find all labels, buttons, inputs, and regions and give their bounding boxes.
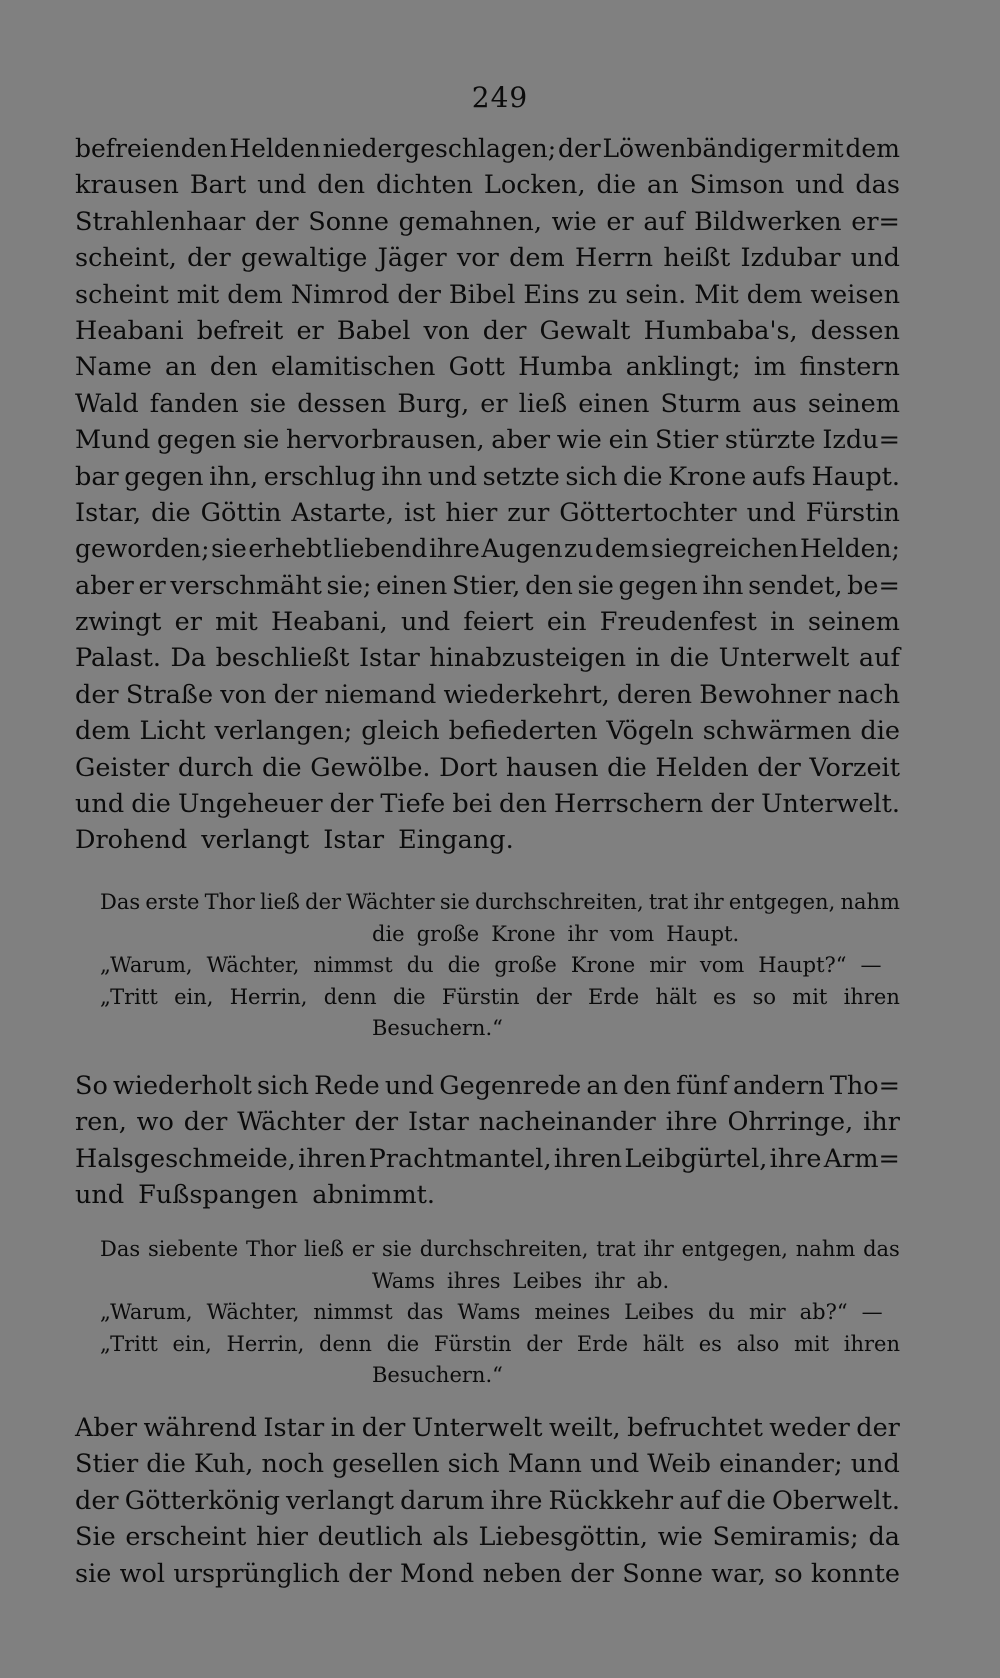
text-line: Strahlenhaar der Sonne gemahnen, wie er auf Bildwerken er= <box>75 206 900 237</box>
text-line: ren, wo der Wächter der Istar nacheinander ihre Ohrringe, ihr <box>75 1107 900 1138</box>
text-line: dem Licht verlangen; gleich befiederten Vögeln schwärmen die <box>75 716 900 747</box>
verse-line: Das erste Thor ließ der Wächter sie durchschreiten, trat ihr entgegen, nahm <box>100 890 900 914</box>
text-line: sie wol ursprünglich der Mond neben der Sonne war, so konnte <box>75 1558 900 1589</box>
text-line: Sie erscheint hier deutlich als Liebesgöttin, wie Semiramis; da <box>75 1522 900 1553</box>
text-line: aber er verschmäht sie; einen Stier, den sie gegen ihn sendet, be= <box>75 570 900 601</box>
text-line: Mund gegen sie hervorbrausen, aber wie ein Stier stürzte Izdu= <box>75 425 900 456</box>
text-line: Geister durch die Gewölbe. Dort hausen die Helden der Vorzeit <box>75 752 900 783</box>
verse-line: die große Krone ihr vom Haupt. <box>372 921 740 946</box>
verse-line: „Warum, Wächter, nimmst du die große Krone mir vom Haupt?“ — <box>100 953 882 977</box>
text-line: Name an den elamitischen Gott Humba anklingt; im finstern <box>75 352 900 383</box>
page-number: 249 <box>471 81 529 114</box>
verse-line: Besuchern.“ <box>372 1363 503 1387</box>
text-line: scheint, der gewaltige Jäger vor dem Herrn heißt Izdubar und <box>75 243 900 274</box>
text-line: Halsgeschmeide, ihren Prachtmantel, ihren Leibgürtel, ihre Arm= <box>75 1143 900 1174</box>
text-line: bar gegen ihn, erschlug ihn und setzte sich die Krone aufs Haupt. <box>75 461 900 492</box>
verse-line: „Warum, Wächter, nimmst das Wams meines Leibes du mir ab?“ — <box>100 1300 883 1324</box>
text-line: zwingt er mit Heabani, und feiert ein Freudenfest in seinem <box>75 607 900 638</box>
verse-quote-1 <box>100 887 900 1045</box>
paragraph-3 <box>75 1410 900 1592</box>
verse-line: Wams ihres Leibes ihr ab. <box>372 1268 670 1293</box>
paragraph-1 <box>75 131 900 859</box>
text-line: Palast. Da beschließt Istar hinabzusteigen in die Unterwelt auf <box>75 643 900 674</box>
text-line: Aber während Istar in der Unterwelt weilt, befruchtet weder der <box>75 1413 900 1443</box>
verse-quote-2 <box>100 1234 900 1392</box>
verse-line: „Tritt ein, Herrin, denn die Fürstin der Erde hält es also mit ihren <box>100 1331 900 1356</box>
verse-line: Das siebente Thor ließ er sie durchschreiten, trat ihr entgegen, nahm das <box>100 1237 900 1261</box>
text-line: der Götterkönig verlangt darum ihre Rückkehr auf die Oberwelt. <box>75 1485 900 1516</box>
verse-line: „Tritt ein, Herrin, denn die Fürstin der Erde hält es so mit ihren <box>100 984 900 1009</box>
text-line: der Straße von der niemand wiederkehrt, deren Bewohner nach <box>75 679 900 710</box>
text-line: Istar, die Göttin Astarte, ist hier zur Göttertochter und Fürstin <box>75 497 900 528</box>
text-line: scheint mit dem Nimrod der Bibel Eins zu sein. Mit dem weisen <box>75 279 900 310</box>
text-line: So wiederholt sich Rede und Gegenrede an den fünf andern Tho= <box>75 1071 900 1101</box>
text-line: und die Ungeheuer der Tiefe bei den Herrschern der Unterwelt. <box>75 789 900 820</box>
text-line: und Fußspangen abnimmt. <box>75 1180 436 1211</box>
paragraph-2 <box>75 1068 900 1214</box>
text-line: Stier die Kuh, noch gesellen sich Mann und Weib einander; und <box>75 1449 900 1480</box>
text-line: Wald fanden sie dessen Burg, er ließ einen Sturm aus seinem <box>75 388 900 419</box>
verse-line: Besuchern.“ <box>372 1016 503 1040</box>
text-line: Heabani befreit er Babel von der Gewalt Humbaba's, dessen <box>75 315 900 346</box>
text-line: befreienden Helden niedergeschlagen; der Löwenbändiger mit dem <box>75 134 900 163</box>
text-line: geworden; sie erhebt liebend ihre Augen zu dem siegreichen Helden; <box>75 534 900 564</box>
text-line: Drohend verlangt Istar Eingang. <box>75 825 514 856</box>
text-line: krausen Bart und den dichten Locken, die an Simson und das <box>75 170 900 201</box>
